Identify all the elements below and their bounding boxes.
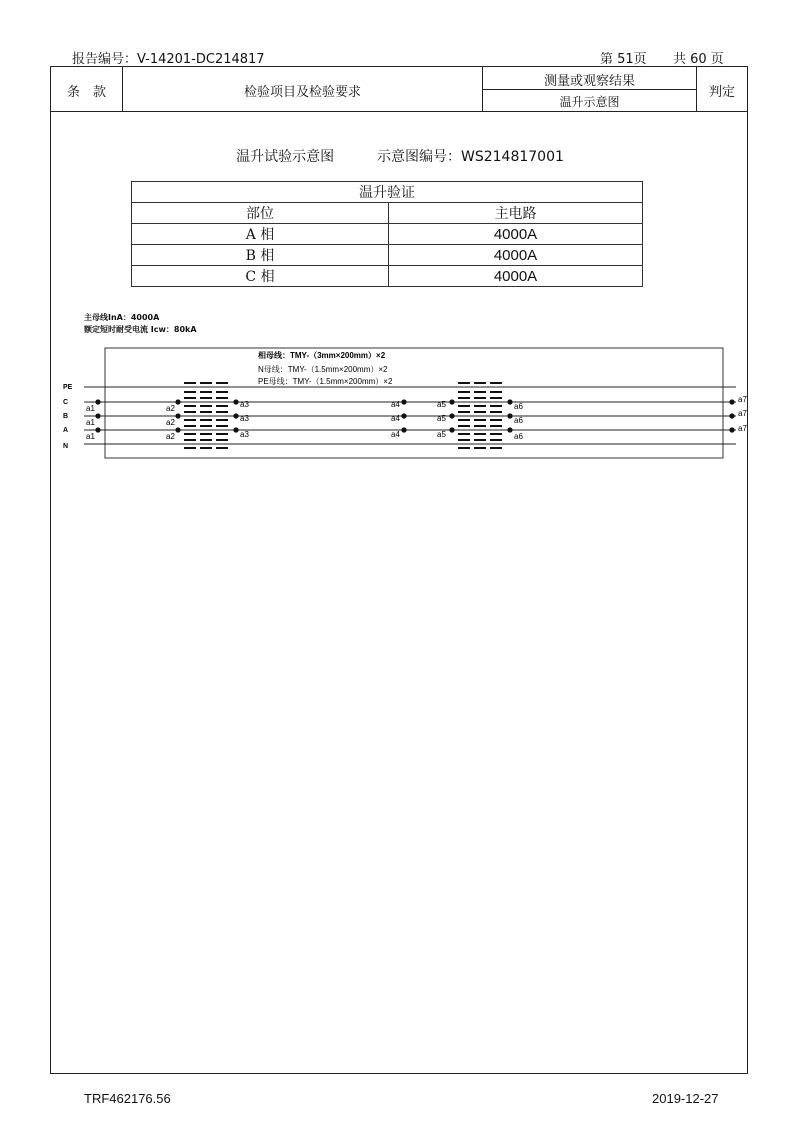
point-label: a5	[437, 414, 446, 423]
sub-result-header: 温升示意图	[559, 95, 620, 109]
page-number: 第 51页	[600, 52, 647, 67]
row-part: B 相	[132, 245, 389, 266]
row-value: 4000A	[389, 245, 643, 266]
point-label: a4	[391, 414, 400, 423]
point-label: a7	[738, 424, 747, 433]
page-indicator	[600, 48, 740, 67]
table-row	[132, 224, 643, 245]
point-label: a7	[738, 409, 747, 418]
note-short-time-current: 额定短时耐受电流 Icw：80kA	[84, 325, 197, 334]
diagram-title-line	[0, 146, 800, 166]
items-header: 检验项目及检验要求	[243, 85, 361, 100]
point-label: a6	[514, 402, 523, 411]
point-label: a4	[391, 430, 400, 439]
busbar-n-spec: N母线：TMY-（1.5mm×200mm）×2	[258, 365, 388, 374]
diagram-border	[105, 348, 723, 458]
results-header: 测量或观察结果	[543, 74, 635, 89]
table-row	[132, 266, 643, 287]
verdict-header: 判定	[708, 85, 735, 100]
point-label: a2	[166, 418, 175, 427]
point-label: a2	[166, 404, 175, 413]
phase-labels	[63, 384, 73, 450]
point-label: a1	[86, 432, 95, 441]
point-label: a3	[240, 400, 249, 409]
row-part: C 相	[132, 266, 389, 287]
col-header-main-circuit: 主电路	[389, 203, 643, 224]
table-row	[132, 245, 643, 266]
busbar-lines	[84, 387, 736, 444]
row-value: 4000A	[389, 266, 643, 287]
busbar-diagram	[0, 340, 800, 470]
busbar-pe-spec: PE母线：TMY-（1.5mm×200mm）×2	[258, 377, 393, 386]
point-label: a3	[240, 414, 249, 423]
busbar-notes	[84, 312, 197, 336]
phase-label-b: B	[63, 413, 69, 420]
phase-label-c: C	[63, 399, 69, 406]
point-label: a6	[514, 432, 523, 441]
form-number: TRF462176.56	[84, 1091, 171, 1106]
col-header-part: 部位	[132, 203, 389, 224]
page-total: 共 60 页	[672, 52, 724, 67]
point-label: a2	[166, 432, 175, 441]
point-label: a1	[86, 418, 95, 427]
table-caption: 温升验证	[132, 182, 643, 203]
phase-label-pe: PE	[63, 384, 73, 391]
point-label: a7	[738, 395, 747, 404]
point-label: a5	[437, 400, 446, 409]
point-label: a1	[86, 404, 95, 413]
point-label: a3	[240, 430, 249, 439]
row-value: 4000A	[389, 224, 643, 245]
note-main-busbar: 主母线InA：4000A	[84, 313, 160, 322]
phase-label-a: A	[63, 427, 69, 434]
temperature-rise-table	[131, 181, 643, 287]
clause-header: 条 款	[66, 85, 106, 100]
phase-label-n: N	[63, 443, 69, 450]
diagram-title: 温升试验示意图	[236, 149, 335, 165]
report-date: 2019-12-27	[652, 1091, 719, 1106]
point-label: a4	[391, 400, 400, 409]
point-label: a5	[437, 430, 446, 439]
diagram-number: 示意图编号：WS214817001	[377, 149, 564, 165]
row-part: A 相	[132, 224, 389, 245]
report-number: 报告编号：V-14201-DC214817	[72, 52, 265, 67]
busbar-phase-spec: 相母线：TMY-（3mm×200mm）×2	[258, 351, 386, 360]
point-label: a6	[514, 416, 523, 425]
